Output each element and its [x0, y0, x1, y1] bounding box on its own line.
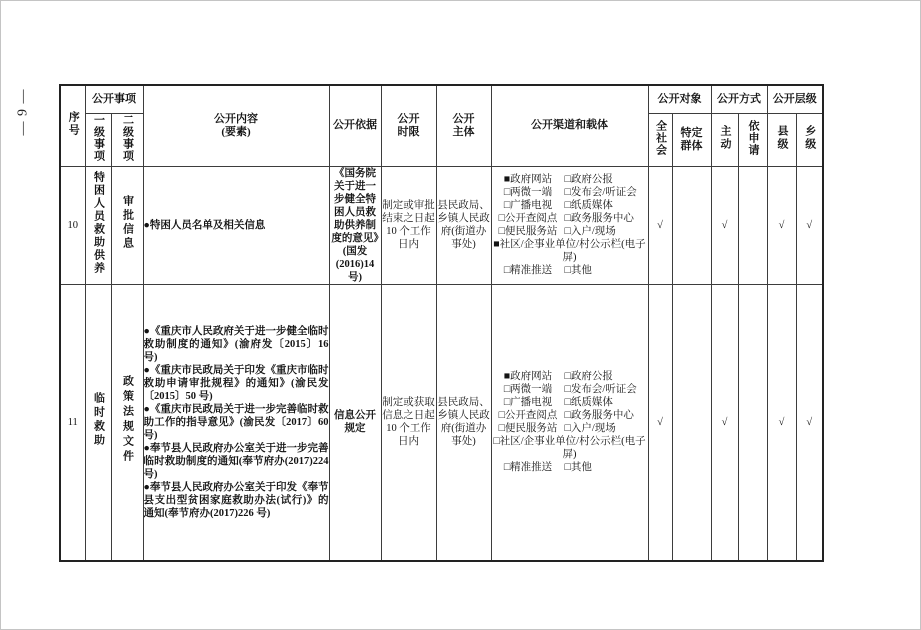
cell-subject: 县民政局、乡镇人民政府(街道办事处): [436, 166, 491, 284]
header-audience: 公开对象: [648, 85, 711, 113]
cell-level2: 政策法规文件: [111, 284, 143, 561]
cell-level1: 临时救助: [85, 284, 111, 561]
cell-content: [143, 166, 329, 284]
cell-mark-on-request: [738, 166, 767, 284]
header-on-request: 依申请: [738, 113, 767, 166]
cell-seq: 10: [60, 166, 85, 284]
cell-mark-on-request: [738, 284, 767, 561]
cell-mark-township-level: √: [796, 166, 823, 284]
cell-basis: 信息公开规定: [329, 284, 381, 561]
channel-item: □其他: [564, 462, 592, 474]
channel-item: □精准推送: [503, 265, 553, 276]
channel-item: □纸质媒体: [564, 200, 613, 211]
cell-level2: 审批信息: [111, 166, 143, 284]
cell-mark-proactive: √: [711, 284, 738, 561]
header-time-limit: 公开时限: [381, 85, 436, 166]
cell-mark-all-society: √: [648, 284, 672, 561]
table-row-11: [60, 284, 823, 561]
channel-item: □政府公报: [564, 371, 613, 383]
cell-mark-township-level: √: [796, 284, 823, 561]
header-method: 公开方式: [711, 85, 767, 113]
header-basis: 公开依据: [329, 85, 381, 166]
channel-item: □两微一端: [503, 187, 553, 198]
channel-item: □发布会/听证会: [564, 187, 637, 198]
cell-content: [143, 284, 329, 561]
channel-item: □精准推送: [503, 462, 553, 474]
header-level1-item: 一级事项: [85, 113, 111, 166]
channel-item: □发布会/听证会: [564, 384, 637, 396]
content-item: ●《重庆市民政局关于印发《重庆市临时救助申请审批规程》的通知》(渝民发〔2015〕50 号): [143, 364, 329, 402]
header-disclosure-item: 公开事项: [85, 85, 143, 113]
page-number-label: — 9 —: [15, 88, 30, 136]
channel-item: □纸质媒体: [564, 397, 613, 409]
header-seq: 序号: [60, 85, 85, 166]
content-item: ●特困人员名单及相关信息: [143, 219, 266, 231]
header-level: 公开层级: [767, 85, 823, 113]
channel-item: □政府公报: [564, 174, 613, 185]
channel-item: □入户/现场: [564, 226, 616, 237]
cell-seq: 11: [60, 284, 85, 561]
header-specific-group: 特定群体: [672, 113, 711, 166]
cell-basis: 《国务院关于进一步健全特困人员救助供养制度的意见》(国发(2016)14 号): [329, 166, 381, 284]
header-channels: 公开渠道和载体: [491, 85, 648, 166]
header-content: 公开内容 (要素): [143, 85, 329, 166]
channel-item: □政务服务中心: [564, 410, 634, 422]
channel-item: □广播电视: [503, 200, 553, 211]
content-item: ●《重庆市人民政府关于进一步健全临时救助制度的通知》(渝府发〔2015〕16 号): [143, 325, 329, 363]
channel-item: □广播电视: [503, 397, 553, 409]
header-subject: 公开主体: [436, 85, 491, 166]
disclosure-table: [59, 84, 824, 562]
channel-item: □社区/企事业单位/村公示栏(电子屏): [493, 436, 646, 461]
channel-item: ■政府网站: [503, 371, 553, 383]
header-all-society: 全社会: [648, 113, 672, 166]
channel-item: □入户/现场: [564, 423, 616, 435]
channel-item: □便民服务站: [498, 423, 558, 435]
channel-item: □公开查阅点: [498, 213, 558, 224]
content-item: ●奉节县人民政府办公室关于印发《奉节县支出型贫困家庭救助办法(试行)》的通知(奉节府办(2017)226 号): [143, 481, 329, 519]
channel-item: □公开查阅点: [498, 410, 558, 422]
channel-item: □两微一端: [503, 384, 553, 396]
channel-item: □政务服务中心: [564, 213, 634, 224]
cell-channels: [491, 284, 648, 561]
channel-item: □便民服务站: [498, 226, 558, 237]
content-item: ●《重庆市民政局关于进一步完善临时救助工作的指导意见》(渝民发〔2017〕60 号): [143, 403, 329, 441]
header-level2-item: 二级事项: [111, 113, 143, 166]
cell-mark-all-society: √: [648, 166, 672, 284]
cell-channels: [491, 166, 648, 284]
cell-mark-proactive: √: [711, 166, 738, 284]
cell-time-limit: 制定或审批结束之日起 10 个工作日内: [381, 166, 436, 284]
channel-item: ■政府网站: [503, 174, 553, 185]
cell-level1: 特困人员救助供养: [85, 166, 111, 284]
channel-item: □其他: [564, 265, 592, 276]
channel-item: ■社区/企事业单位/村公示栏(电子屏): [493, 239, 646, 263]
header-proactive: 主动: [711, 113, 738, 166]
page-number: [3, 85, 43, 139]
cell-subject: 县民政局、乡镇人民政府(街道办事处): [436, 284, 491, 561]
cell-mark-specific-group: [672, 166, 711, 284]
content-item: ●奉节县人民政府办公室关于进一步完善临时救助制度的通知(奉节府办(2017)224 号): [143, 442, 329, 480]
header-township-level: 乡级: [796, 113, 823, 166]
cell-mark-county-level: √: [767, 284, 796, 561]
cell-mark-specific-group: [672, 284, 711, 561]
cell-time-limit: 制定或获取信息之日起 10 个工作日内: [381, 284, 436, 561]
header-row-group: [60, 85, 823, 113]
header-county-level: 县级: [767, 113, 796, 166]
table-row-10: [60, 166, 823, 284]
cell-mark-county-level: √: [767, 166, 796, 284]
